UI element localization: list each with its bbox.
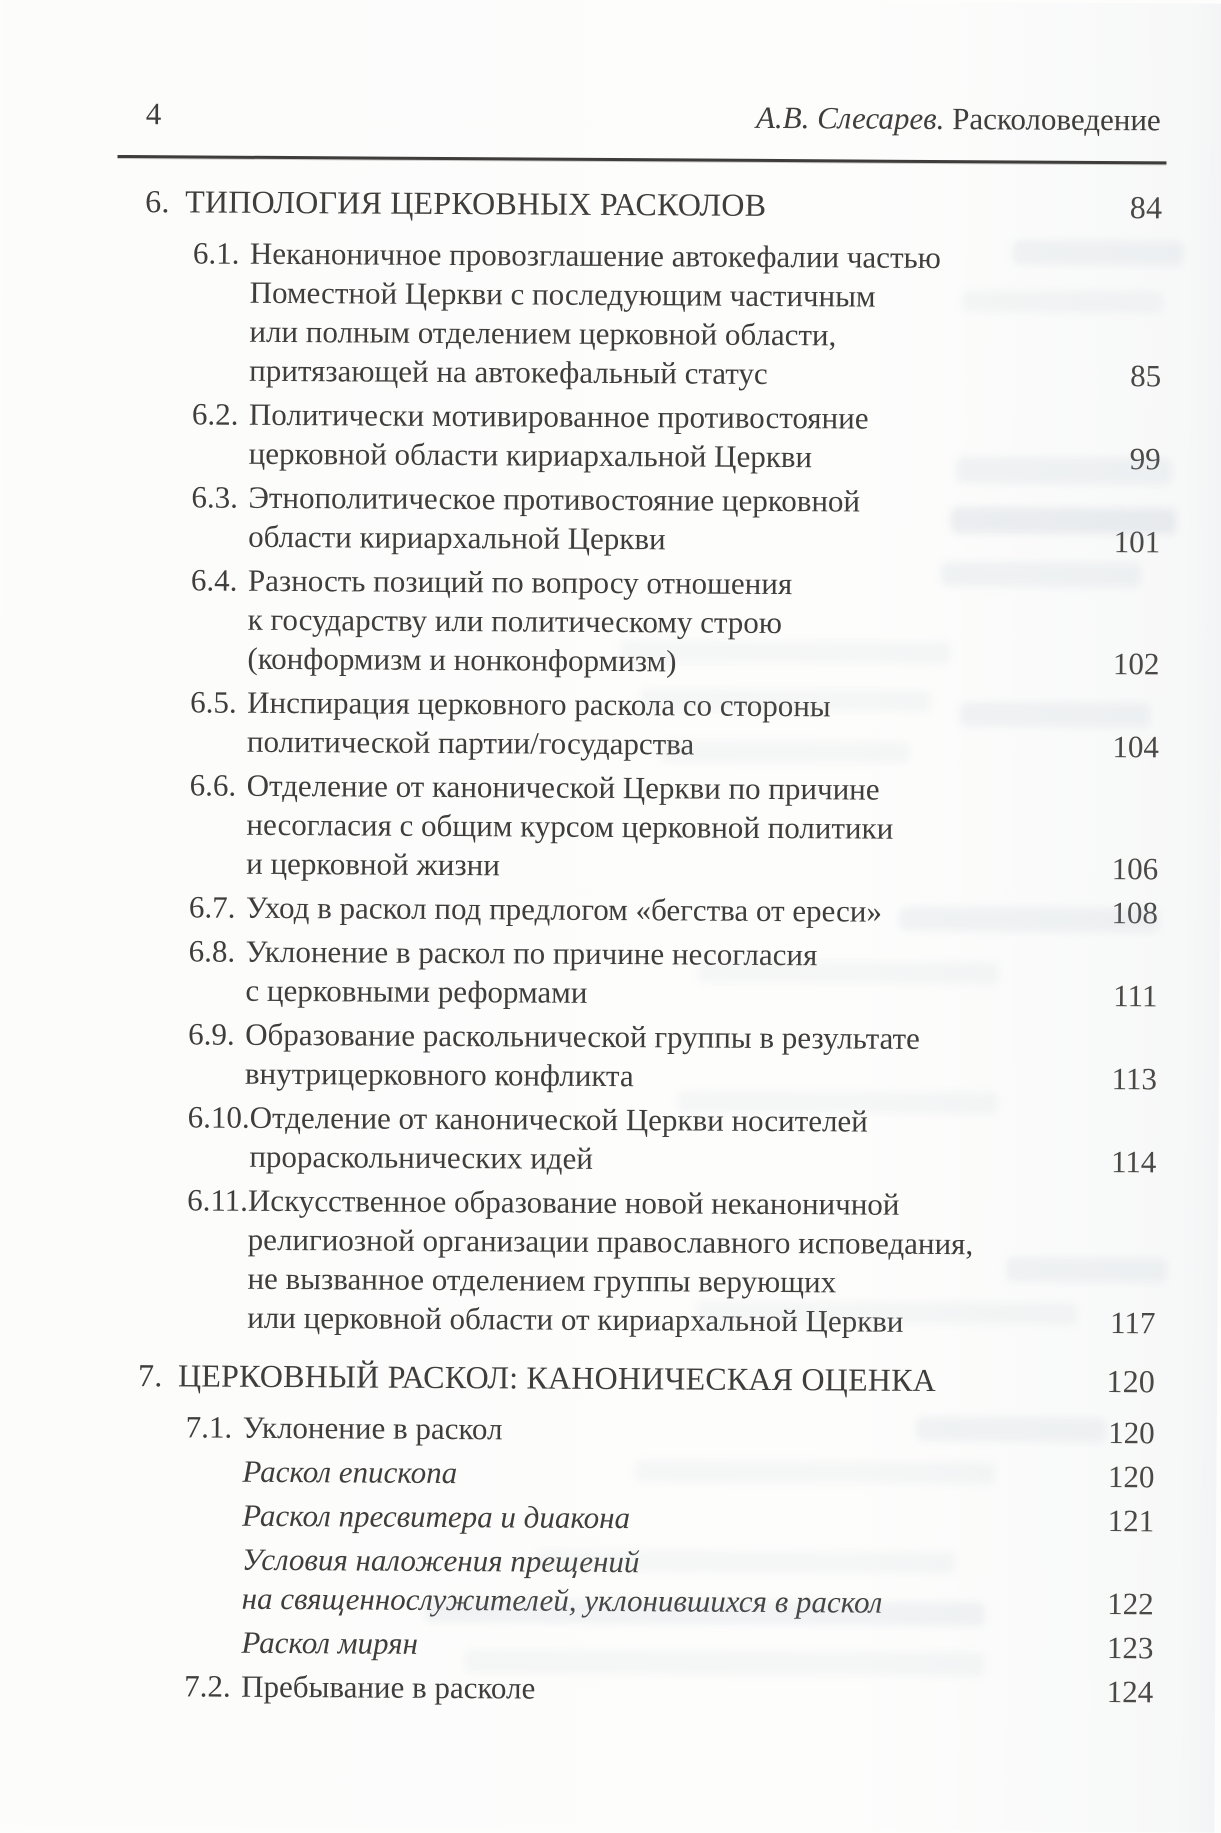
toc-entry-title <box>247 683 1099 766</box>
toc-entry <box>140 1014 1157 1098</box>
toc-entry-line: несогласия с общим курсом церковной политики <box>246 805 1098 849</box>
toc-entry <box>138 1180 1156 1342</box>
toc-entry <box>141 887 1158 932</box>
toc-entry <box>137 1539 1154 1623</box>
toc-entry-line: к государству или политическому строю <box>248 600 1100 644</box>
toc-entry-line: церковной области кириархальной Церкви <box>249 434 1101 478</box>
toc-entry-line: притязающей на автокефальный статус <box>249 351 1101 395</box>
toc-entry-page: 120 <box>1094 1457 1154 1496</box>
toc-entry-page: 113 <box>1097 1059 1157 1098</box>
toc-entry-page: 106 <box>1098 849 1158 888</box>
header-rule <box>117 155 1166 164</box>
toc-entry-line: Уклонение в раскол по причине несогласия <box>246 932 1098 976</box>
toc-entry-line: Разность позиций по вопросу отношения <box>248 561 1100 605</box>
toc-entry-line: и церковной жизни <box>246 844 1098 888</box>
toc-entry-line: Поместной Церкви с последующим частичным <box>250 273 1102 317</box>
toc-entry-line: с церковными реформами <box>245 971 1097 1015</box>
toc-entry-title <box>247 1181 1096 1342</box>
toc-entry-page: 102 <box>1099 644 1159 683</box>
bleed-through-artifact <box>4 0 1221 4</box>
toc-entry <box>138 1352 1155 1404</box>
toc-entry-page: 117 <box>1095 1303 1155 1342</box>
toc-entry-line: Отделение от канонической Церкви по причине <box>247 766 1099 810</box>
toc-entry-page: 84 <box>1102 184 1162 230</box>
toc-entry-line: Раскол мирян <box>241 1623 1093 1667</box>
toc-entry <box>144 394 1161 478</box>
toc-entry-page: 122 <box>1094 1584 1154 1623</box>
running-title-author: А.В. Слесарев. <box>756 100 945 136</box>
toc-entry-line: Инспирация церковного раскола со стороны <box>247 683 1099 727</box>
toc-entry-page: 104 <box>1099 727 1159 766</box>
toc-entry-number: 7.2. <box>184 1666 241 1705</box>
toc-entry-title <box>242 1452 1094 1496</box>
toc-entry-title <box>242 1540 1094 1623</box>
toc-entry-number: 6.7. <box>189 887 246 926</box>
toc-entry-title <box>246 766 1099 888</box>
toc-entry-line: религиозной организации православного исповедания, <box>248 1220 1096 1264</box>
toc-entry-page: 108 <box>1098 893 1158 932</box>
toc-entry-number: 6.9. <box>188 1014 245 1053</box>
toc-entry-number: 6.3. <box>191 477 248 516</box>
toc-entry-title <box>185 178 1102 230</box>
toc-entry-page: 123 <box>1093 1628 1153 1667</box>
toc-entry <box>137 1495 1154 1540</box>
toc-entry-title <box>247 561 1100 683</box>
toc-entry-line: Политически мотивированное противостояние <box>249 395 1101 439</box>
toc-entry-line: Искусственное образование новой неканоничной <box>248 1181 1096 1225</box>
toc-entry <box>137 1451 1154 1496</box>
toc-entry-number: 6.2. <box>192 394 249 433</box>
toc-entry-title <box>246 888 1098 932</box>
toc-entry <box>136 1622 1153 1667</box>
toc-entry-line: внутрицерковного конфликта <box>245 1054 1097 1098</box>
toc-entry-line: или церковной области от кириархальной Церкви <box>247 1298 1095 1342</box>
toc-entry-page: 124 <box>1093 1672 1153 1711</box>
toc-entry-line: Этнополитическое противостояние церковной <box>248 478 1100 522</box>
toc-entry <box>144 233 1162 395</box>
toc-entry <box>136 1666 1153 1711</box>
toc-entry-number: 6.5. <box>190 682 247 721</box>
toc-entry-number: 7. <box>138 1352 178 1398</box>
toc-entry-line: Пребывание в расколе <box>241 1667 1093 1711</box>
toc-entry-page: 101 <box>1100 522 1160 561</box>
toc-entry-title <box>241 1623 1093 1667</box>
toc-entry-line: (конформизм и нонконформизм) <box>247 639 1099 683</box>
toc-entry-line: прораскольнических идей <box>249 1137 1096 1181</box>
toc-entry-page: 99 <box>1101 439 1161 478</box>
toc-entry-line: Условия наложения прещений <box>242 1540 1094 1584</box>
toc-entry-line: или полным отделением церковной области, <box>249 312 1101 356</box>
toc-entry <box>142 682 1159 766</box>
toc-entry <box>143 477 1160 561</box>
toc-entry-line: ТИПОЛОГИЯ ЦЕРКОВНЫХ РАСКОЛОВ <box>185 178 1102 230</box>
toc-entry-number: 6.4. <box>191 560 248 599</box>
table-of-contents <box>136 178 1162 1711</box>
toc-entry-line: Раскол пресвитера и диакона <box>242 1496 1094 1540</box>
toc-entry-page: 114 <box>1096 1142 1156 1181</box>
toc-entry-number: 6. <box>145 178 185 224</box>
toc-entry-number: 6.10. <box>188 1097 250 1136</box>
toc-entry-line: Уклонение в раскол <box>243 1408 1095 1452</box>
toc-entry-number: 7.1. <box>186 1407 243 1446</box>
toc-entry <box>142 560 1160 683</box>
toc-entry-line: Раскол епископа <box>242 1452 1094 1496</box>
running-head <box>146 97 1161 137</box>
toc-entry-title <box>245 1015 1097 1098</box>
toc-entry-title <box>249 1098 1096 1181</box>
toc-entry-number: 6.11. <box>187 1180 248 1219</box>
toc-entry-page: 85 <box>1101 356 1161 395</box>
running-title <box>756 101 1161 137</box>
toc-entry-title <box>249 395 1101 478</box>
toc-entry-title <box>249 234 1102 395</box>
toc-entry-title <box>242 1496 1094 1540</box>
toc-entry-title <box>245 932 1097 1015</box>
toc-entry <box>140 931 1157 1015</box>
toc-entry-line: политической партии/государства <box>247 722 1099 766</box>
toc-entry-number: 6.8. <box>189 931 246 970</box>
toc-entry-line: на священнослужителей, уклонившихся в раскол <box>242 1579 1094 1623</box>
toc-entry-title <box>178 1352 1095 1404</box>
toc-entry-page: 120 <box>1095 1358 1155 1404</box>
toc-entry <box>138 1407 1155 1452</box>
toc-entry-page: 111 <box>1097 976 1157 1015</box>
toc-entry-line: Отделение от канонической Церкви носителей <box>250 1098 1097 1142</box>
toc-entry-line: области кириархальной Церкви <box>248 517 1100 561</box>
toc-entry-page: 120 <box>1095 1413 1155 1452</box>
toc-entry-title <box>248 478 1100 561</box>
toc-entry-number: 6.1. <box>193 233 250 272</box>
toc-entry-line: Уход в раскол под предлогом «бегства от ереси» <box>246 888 1098 932</box>
toc-entry <box>141 765 1159 888</box>
toc-entry-title <box>243 1408 1095 1452</box>
toc-entry-line: ЦЕРКОВНЫЙ РАСКОЛ: КАНОНИЧЕСКАЯ ОЦЕНКА <box>178 1352 1095 1404</box>
page-number: 4 <box>146 97 162 131</box>
toc-entry-number: 6.6. <box>190 765 247 804</box>
toc-entry-line: Неканоничное провозглашение автокефалии частью <box>250 234 1102 278</box>
toc-entry-page: 121 <box>1094 1501 1154 1540</box>
running-title-book: Расколоведение <box>952 101 1161 137</box>
toc-entry-line: Образование раскольнической группы в результате <box>245 1015 1097 1059</box>
toc-entry-line: не вызванное отделением группы верующих <box>247 1259 1095 1303</box>
toc-entry <box>139 1097 1156 1181</box>
toc-entry <box>145 178 1162 230</box>
toc-entry-title <box>241 1667 1093 1711</box>
